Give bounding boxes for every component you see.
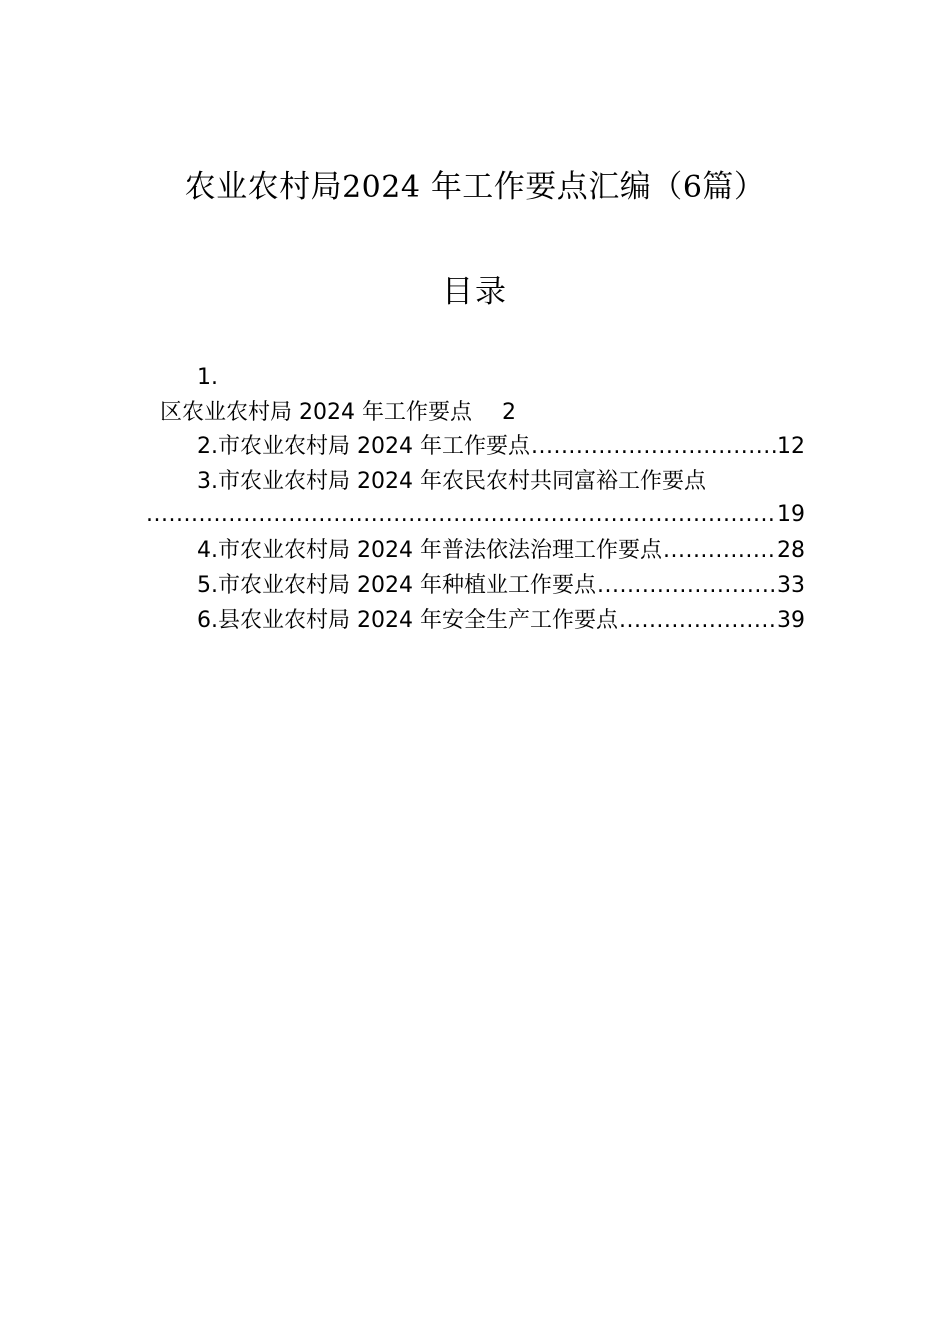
toc-entry-page: 2 bbox=[501, 400, 516, 425]
title-prefix: 农业农村局 bbox=[184, 169, 343, 205]
title-mid: 年工作要点汇编（ bbox=[430, 169, 683, 205]
toc-entry-page: 12 bbox=[777, 434, 805, 459]
title-count: 6 bbox=[682, 170, 703, 205]
title-year: 2024 bbox=[342, 170, 421, 205]
toc-heading: 目录 bbox=[442, 274, 508, 310]
toc-entry-1[interactable] bbox=[160, 396, 516, 430]
toc-entry-page: 28 bbox=[777, 538, 805, 563]
toc-entry-2[interactable] bbox=[197, 430, 805, 464]
toc-entry-3-continuation[interactable] bbox=[146, 498, 805, 532]
toc-entry-label: 5.市农业农村局 2024 年种植业工作要点 bbox=[197, 573, 596, 598]
toc-leader-dots bbox=[663, 534, 776, 568]
toc-entry-3[interactable] bbox=[197, 465, 706, 499]
toc-entry-page: 39 bbox=[777, 608, 805, 633]
toc-entry-label: 2.市农业农村局 2024 年工作要点 bbox=[197, 434, 530, 459]
toc-entry-label: 6.县农业农村局 2024 年安全生产工作要点 bbox=[197, 608, 618, 633]
toc-entry-6[interactable] bbox=[197, 604, 805, 638]
toc-entry-5[interactable] bbox=[197, 569, 805, 603]
toc-leader-dots bbox=[597, 569, 776, 603]
toc-leader-dots bbox=[619, 604, 776, 638]
title-suffix: 篇） bbox=[702, 169, 766, 205]
toc-entry-1-number[interactable]: 1. bbox=[197, 365, 218, 390]
toc-entry-label: 3.市农业农村局 2024 年农民农村共同富裕工作要点 bbox=[197, 469, 706, 494]
toc-entry-label: 4.市农业农村局 2024 年普法依法治理工作要点 bbox=[197, 538, 662, 563]
toc-entry-label: 区农业农村局 2024 年工作要点 bbox=[160, 400, 472, 425]
toc-entry-page: 33 bbox=[777, 573, 805, 598]
document-title bbox=[0, 163, 950, 212]
toc-leader-dots bbox=[146, 498, 776, 532]
toc-entry-4[interactable] bbox=[197, 534, 805, 568]
toc-leader-dots bbox=[531, 430, 776, 464]
toc-entry-page: 19 bbox=[777, 502, 805, 527]
